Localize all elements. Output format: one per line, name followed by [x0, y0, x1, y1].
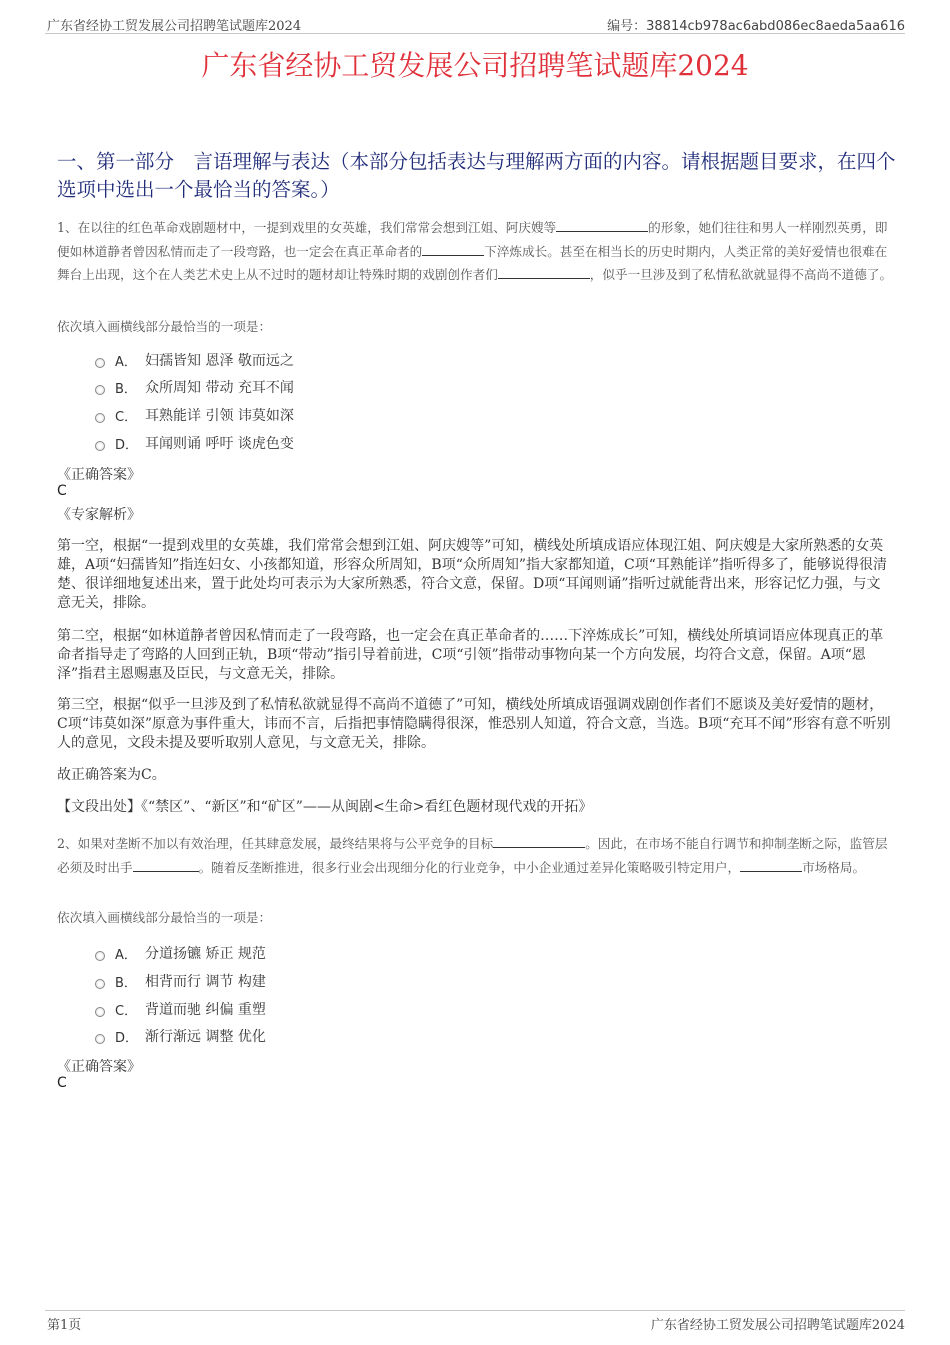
- q1-analysis-label: 《专家解析》: [57, 507, 141, 523]
- header-doc-id: 编号：38814cb978ac6abd086ec8aeda5aa616: [607, 19, 905, 34]
- header-doc-title: 广东省经协工贸发展公司招聘笔试题库2024: [47, 19, 302, 34]
- option-letter: B．: [115, 381, 137, 397]
- q1-answer-label: 《正确答案》: [57, 467, 141, 483]
- question-1-text: [57, 216, 897, 287]
- radio-icon[interactable]: [95, 441, 105, 451]
- question-2-text: [57, 832, 897, 879]
- header-divider: [45, 33, 905, 34]
- q2-answer-label: 《正确答案》: [57, 1059, 141, 1075]
- footer-doc-title: 广东省经协工贸发展公司招聘笔试题库2024: [650, 1318, 905, 1333]
- q1-blank-3: [498, 265, 590, 279]
- radio-icon[interactable]: [95, 413, 105, 423]
- section-heading: 一、第一部分 言语理解与表达（本部分包括表达与理解两方面的内容。请根据题目要求，在四个选项中选出一个最恰当的答案。）: [57, 150, 896, 201]
- q2-option-b[interactable]: [95, 971, 266, 991]
- option-text: 耳闻则诵 呼吁 谈虎色变: [145, 436, 294, 452]
- radio-icon[interactable]: [95, 358, 105, 368]
- q2-text-part-4: 市场格局。: [802, 859, 866, 875]
- q2-option-c[interactable]: [95, 999, 266, 1019]
- q1-option-a[interactable]: [95, 350, 294, 370]
- option-letter: D．: [115, 1030, 139, 1046]
- option-letter: B．: [115, 975, 137, 991]
- option-text: 分道扬镳 矫正 规范: [145, 946, 266, 962]
- option-letter: C．: [115, 409, 138, 425]
- q2-option-a[interactable]: [95, 943, 266, 963]
- page-title: 广东省经协工贸发展公司招聘笔试题库2024: [201, 49, 749, 82]
- q1-option-c[interactable]: [95, 405, 294, 425]
- option-text: 相背而行 调节 构建: [145, 974, 266, 990]
- q1-text-part-3: 下淬炼成长。甚至在相当长的历史时期内，人类正常的美好爱情也很难在舞台上出现，这个在人类艺术史上从不过时的题材却让特殊时期的戏剧创作者们: [57, 243, 888, 282]
- q1-analysis-para-2: 第二空，根据“如林道静者曾因私情而走了一段弯路，也一定会在真正革命者的……下淬炼成长”可知，横线处所填词语应体现真正的革命者指导走了弯路的人回到正轨，B项“带动”指引导着前进，C项“引领”指带动事物向某一个方向发展，均符合文意，保留。A项“恩泽”指君主恩赐惠及臣民，与文意无关，排除。: [57, 628, 884, 682]
- q1-text-part-4: ，似乎一旦涉及到了私情私欲就显得不高尚不道德了。: [589, 267, 893, 282]
- q2-text-part-2: 。因此，在市场不能自行调节和抑制垄断之际，监管层必须及时出手: [57, 836, 888, 875]
- option-text: 众所周知 带动 充耳不闻: [145, 380, 294, 396]
- q1-source: 【文段出处】《“禁区”、“新区”和“矿区”——从闽剧<生命>看红色题材现代戏的开拓》: [57, 799, 593, 815]
- q1-analysis-para-3: 第三空，根据“似乎一旦涉及到了私情私欲就显得不高尚不道德了”可知，横线处所填成语强调戏剧创作者们不愿谈及美好爱情的题材，C项“讳莫如深”原意为事件重大，讳而不言，后指把事情隐瞒得很深，惟恐别人知道，符合文意，当选。B项“充耳不闻”形容有意不听别人的意见，文段未提及要听取别人意见，与文意无关，排除。: [57, 697, 891, 751]
- q1-prompt: 依次填入画横线部分最恰当的一项是：: [57, 319, 272, 334]
- radio-icon[interactable]: [95, 1034, 105, 1044]
- q2-blank-3: [740, 858, 802, 872]
- q1-conclusion: 故正确答案为C。: [57, 767, 166, 783]
- q1-option-d[interactable]: [95, 433, 294, 453]
- radio-icon[interactable]: [95, 979, 105, 989]
- q2-option-d[interactable]: [95, 1026, 266, 1046]
- q1-analysis-para-1: 第一空，根据“一提到戏里的女英雄，我们常常会想到江姐、阿庆嫂等”可知，横线处所填成语应体现江姐、阿庆嫂是大家所熟悉的女英雄，A项“妇孺皆知”指连妇女、小孩都知道，形容众所周知，B项“众所周知”指大家都知道，C项“耳熟能详”指听得多了，能够说得很清楚、很详细地复述出来，置于此处均可表示为大家所熟悉，符合文意，保留。D项“耳闻则诵”指听过就能背出来，形容记忆力强，与文意无关，排除。: [57, 538, 888, 611]
- footer-divider: [45, 1310, 905, 1311]
- q1-answer: C: [57, 483, 67, 499]
- radio-icon[interactable]: [95, 1007, 105, 1017]
- q2-blank-1: [493, 834, 585, 848]
- q1-text-part-1: 1、在以往的红色革命戏剧题材中，一提到戏里的女英雄，我们常常会想到江姐、阿庆嫂等: [57, 220, 557, 235]
- q2-text-part-3: 。随着反垄断推进，很多行业会出现细分化的行业竞争，中小企业通过差异化策略吸引特定用户，: [198, 859, 741, 875]
- option-text: 耳熟能详 引领 讳莫如深: [145, 408, 294, 424]
- option-letter: A．: [115, 354, 137, 370]
- option-text: 妇孺皆知 恩泽 敬而远之: [145, 353, 294, 369]
- option-letter: D．: [115, 437, 139, 453]
- option-text: 背道而驰 纠偏 重塑: [145, 1002, 266, 1018]
- q2-blank-2: [133, 858, 199, 872]
- q1-option-b[interactable]: [95, 377, 294, 397]
- radio-icon[interactable]: [95, 385, 105, 395]
- q2-prompt: 依次填入画横线部分最恰当的一项是：: [57, 910, 272, 925]
- q1-blank-1: [556, 218, 648, 232]
- option-letter: A．: [115, 947, 137, 963]
- q1-text-part-2: 的形象，她们往往和男人一样刚烈英勇，即便如林道静者曾因私情而走了一段弯路，也一定会在真正革命者的: [57, 220, 888, 259]
- option-letter: C．: [115, 1003, 138, 1019]
- page-number: 第1页: [47, 1318, 82, 1333]
- radio-icon[interactable]: [95, 951, 105, 961]
- q1-blank-2: [422, 242, 484, 256]
- option-text: 渐行渐远 调整 优化: [145, 1029, 266, 1045]
- q2-text-part-1: 2、如果对垄断不加以有效治理，任其肆意发展，最终结果将与公平竞争的目标: [57, 836, 494, 851]
- q2-answer: C: [57, 1075, 67, 1091]
